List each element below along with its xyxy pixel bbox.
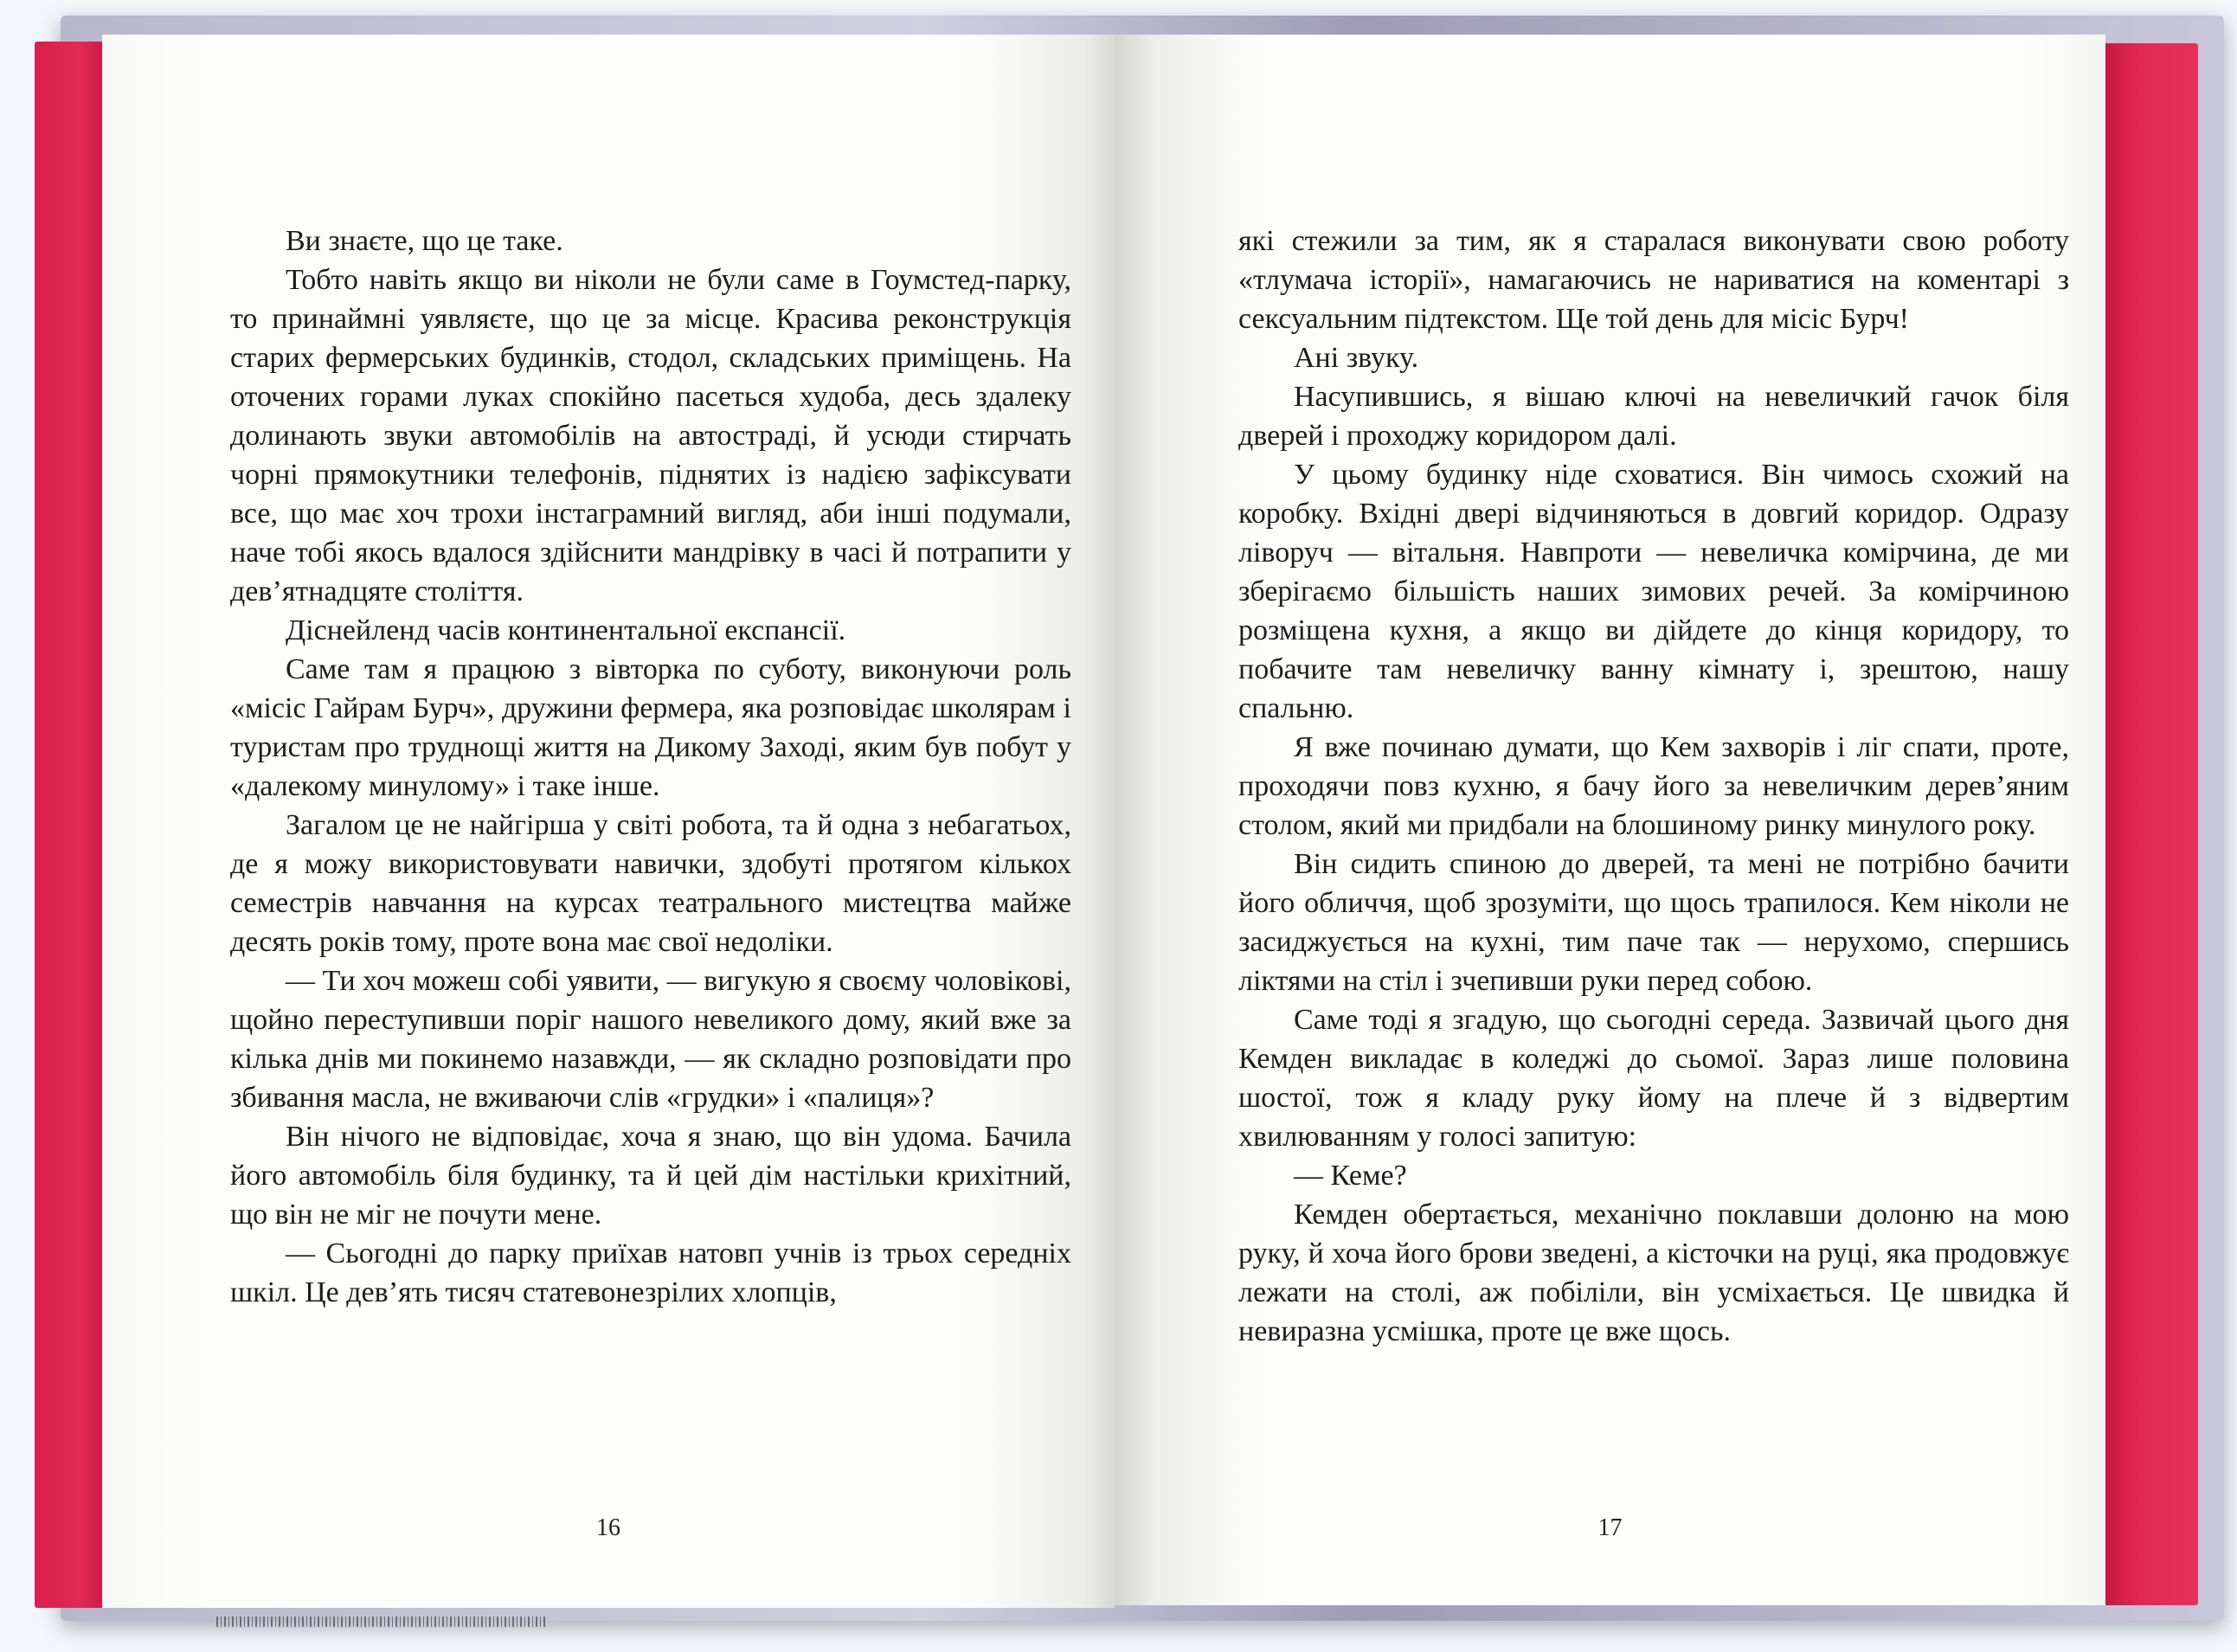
paragraph: Ви знаєте, що це таке. [286, 225, 563, 257]
paragraph: — Сьогодні до парку приїхав натовп учнів із трьох середніх шкіл. Це дев’ять тисяч статевонезрілих хлопців, [230, 1237, 1071, 1308]
paragraph: Насупившись, я вішаю ключі на невеличкий гачок біля дверей і проходжу коридором далі. [1238, 381, 2069, 452]
paragraph: які стежили за тим, як я старалася виконувати свою роботу «тлумача історії», намагаючись не нариватися на коментарі з сексуальним підтекстом. Ще той день для місіс Бурч! [1238, 225, 2069, 335]
paragraph: Саме там я працюю з вівторка по суботу, виконуючи роль «місіс Гайрам Бурч», дружини фермера, яка розповідає школярам і туристам про труднощі життя на Дикому Заході, яким був побут у «далекому минулому» і таке інше. [230, 653, 1071, 802]
paragraph: Кемден обертається, механічно поклавши долоню на мою руку, й хоча його брови зведені, а кісточки на руці, яка продовжує лежати на столі, аж побіліли, він усміхається. Це швидка й невиразна усмішка, проте це вже щось. [1238, 1199, 2069, 1347]
page-number-left: 16 [596, 1514, 620, 1541]
page-number-right: 17 [1597, 1514, 1623, 1541]
right-page-text [1238, 222, 2069, 1351]
right-page [1115, 35, 2105, 1605]
paragraph: Саме тоді я згадую, що сьогодні середа. Зазвичай цього дня Кемден викладає в коледжі до сьомої. Зараз лише половина шостої, тож я кладу руку йому на плече й з відвертим хвилюванням у голосі запитую: [1238, 1004, 2069, 1153]
left-page [102, 35, 1115, 1608]
right-page-edge [2103, 43, 2198, 1605]
paragraph: Він сидить спиною до дверей, та мені не потрібно бачити його обличчя, щоб зрозуміти, що щось трапилося. Кем ніколи не засиджується на кухні, тим паче так — нерухомо, спершись ліктями на стіл і зчепивши руки перед собою. [1238, 848, 2069, 997]
left-page-text [230, 222, 1071, 1312]
paragraph: Ані звуку. [1294, 342, 1419, 374]
paragraph: У цьому будинку ніде сховатися. Він чимось схожий на коробку. Вхідні двері відчиняються в довгий коридор. Одразу ліворуч — вітальня. Навпроти — невеличка комірчина, де ми зберігаємо більшість наших зимових речей. За комірчиною розміщена кухня, а якщо ви дійдете до кінця коридору, то побачите там невеличку ванну кімнату і, зрештою, нашу спальню. [1238, 459, 2069, 724]
barcode-strip [216, 1617, 545, 1627]
paragraph: Я вже починаю думати, що Кем захворів і ліг спати, проте, проходячи повз кухню, я бачу його за невеличким дерев’яним столом, який ми придбали на блошиному ринку минулого року. [1238, 731, 2069, 841]
paragraph: Загалом це не найгірша у світі робота, та й одна з небагатьох, де я можу використовувати навички, здобуті протягом кількох семестрів навчання на курсах театрального мистецтва майже десять років тому, проте вона має свої недоліки. [230, 809, 1071, 958]
paragraph: Він нічого не відповідає, хоча я знаю, що він удома. Бачила його автомобіль біля будинку, та й цей дім настільки крихітний, що він не міг не почути мене. [230, 1121, 1071, 1231]
paragraph: — Кеме? [1294, 1160, 1407, 1192]
left-page-edge [35, 42, 108, 1608]
paragraph: Діснейленд часів континентальної експансії. [286, 614, 846, 646]
paragraph: — Ти хоч можеш собі уявити, — вигукую я своєму чоловікові, щойно переступивши поріг нашого невеликого дому, який вже за кілька днів ми покинемо назавжди, — як складно розповідати про збивання масла, не вживаючи слів «грудки» і «палиця»? [230, 965, 1071, 1114]
paragraph: Тобто навіть якщо ви ніколи не були саме в Гоумстед-парку, то принаймні уявляєте, що це за місце. Красива реконструкція старих фермерських будинків, стодол, складських приміщень. На оточених горами луках спокійно пасеться худоба, десь здалеку долинають звуки автомобілів на автостраді, й усюди стирчать чорні прямокутники телефонів, піднятих із надією зафіксувати все, що має хоч трохи інстаграмний вигляд, аби інші подумали, наче тобі якось вдалося здійснити мандрівку в часі й потрапити у дев’ятнадцяте століття. [230, 264, 1071, 607]
